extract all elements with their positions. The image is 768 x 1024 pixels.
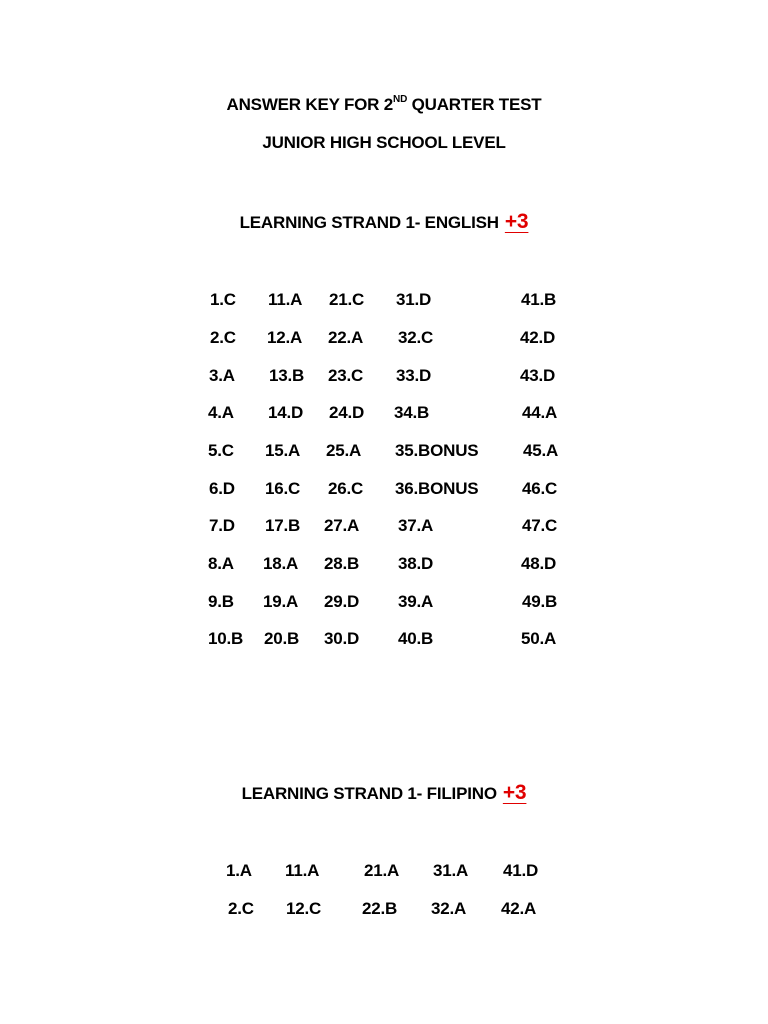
- answer-cell: 5.C: [208, 441, 234, 460]
- answer-cell: 4.A: [208, 403, 234, 422]
- answer-cell: 14.D: [268, 403, 304, 422]
- answer-cell: 19.A: [263, 592, 299, 611]
- answer-cell: 47.C: [522, 516, 558, 535]
- answer-cell: 23.C: [328, 366, 364, 385]
- answer-cell: 16.C: [265, 479, 301, 498]
- answer-cell: 38.D: [398, 554, 434, 573]
- answer-cell: 42.A: [501, 899, 537, 918]
- answer-cell: 36.BONUS: [395, 479, 479, 498]
- answer-cell: 7.D: [209, 516, 235, 535]
- answer-cell: 2.C: [228, 899, 254, 918]
- section-heading-text: LEARNING STRAND 1- FILIPINO: [241, 784, 497, 803]
- answer-cell: 25.A: [326, 441, 362, 460]
- answer-cell: 15.A: [265, 441, 301, 460]
- filipino-section-heading: [0, 781, 768, 805]
- title-prefix: ANSWER KEY FOR 2: [226, 95, 394, 114]
- answer-cell: 41.B: [521, 290, 557, 309]
- page-title: [0, 95, 768, 115]
- answer-cell: 27.A: [324, 516, 360, 535]
- answer-cell: 24.D: [329, 403, 365, 422]
- answer-cell: 6.D: [209, 479, 235, 498]
- answer-cell: 12.C: [286, 899, 322, 918]
- answer-cell: 31.D: [396, 290, 432, 309]
- answer-cell: 18.A: [263, 554, 299, 573]
- answer-cell: 44.A: [522, 403, 558, 422]
- answer-cell: 3.A: [209, 366, 235, 385]
- answer-cell: 26.C: [328, 479, 364, 498]
- answer-cell: 11.A: [268, 290, 303, 309]
- section-heading-text: LEARNING STRAND 1- ENGLISH: [239, 213, 499, 232]
- answer-cell: 8.A: [208, 554, 234, 573]
- answer-cell: 11.A: [285, 861, 320, 880]
- answer-cell: 12.A: [267, 328, 303, 347]
- answer-cell: 22.B: [362, 899, 398, 918]
- english-section-heading: [0, 210, 768, 234]
- answer-cell: 43.D: [520, 366, 556, 385]
- answer-cell: 49.B: [522, 592, 558, 611]
- answer-cell: 1.A: [226, 861, 252, 880]
- answer-cell: 48.D: [521, 554, 557, 573]
- answer-cell: 46.C: [522, 479, 558, 498]
- answer-cell: 34.B: [394, 403, 430, 422]
- title-superscript: ND: [393, 94, 408, 106]
- answer-cell: 31.A: [433, 861, 469, 880]
- answer-cell: 50.A: [521, 629, 557, 648]
- bonus-points-badge: +3: [504, 210, 529, 233]
- answer-cell: 21.A: [364, 861, 400, 880]
- answer-cell: 17.B: [265, 516, 301, 535]
- answer-cell: 10.B: [208, 629, 244, 648]
- answer-cell: 32.A: [431, 899, 467, 918]
- answer-cell: 9.B: [208, 592, 234, 611]
- answer-cell: 45.A: [523, 441, 559, 460]
- answer-cell: 22.A: [328, 328, 364, 347]
- answer-cell: 29.D: [324, 592, 360, 611]
- bonus-points-badge: +3: [502, 781, 527, 804]
- answer-cell: 20.B: [264, 629, 300, 648]
- answer-cell: 37.A: [398, 516, 434, 535]
- answer-cell: 13.B: [269, 366, 305, 385]
- answer-cell: 42.D: [520, 328, 556, 347]
- page-subtitle: JUNIOR HIGH SCHOOL LEVEL: [262, 133, 506, 152]
- answer-cell: 30.D: [324, 629, 360, 648]
- answer-cell: 32.C: [398, 328, 434, 347]
- answer-cell: 41.D: [503, 861, 539, 880]
- title-suffix: QUARTER TEST: [407, 95, 542, 114]
- answer-cell: 33.D: [396, 366, 432, 385]
- answer-cell: 40.B: [398, 629, 434, 648]
- answer-cell: 1.C: [210, 290, 236, 309]
- answer-cell: 21.C: [329, 290, 365, 309]
- answer-cell: 28.B: [324, 554, 360, 573]
- answer-cell: 35.BONUS: [395, 441, 479, 460]
- answer-cell: 39.A: [398, 592, 434, 611]
- answer-cell: 2.C: [210, 328, 236, 347]
